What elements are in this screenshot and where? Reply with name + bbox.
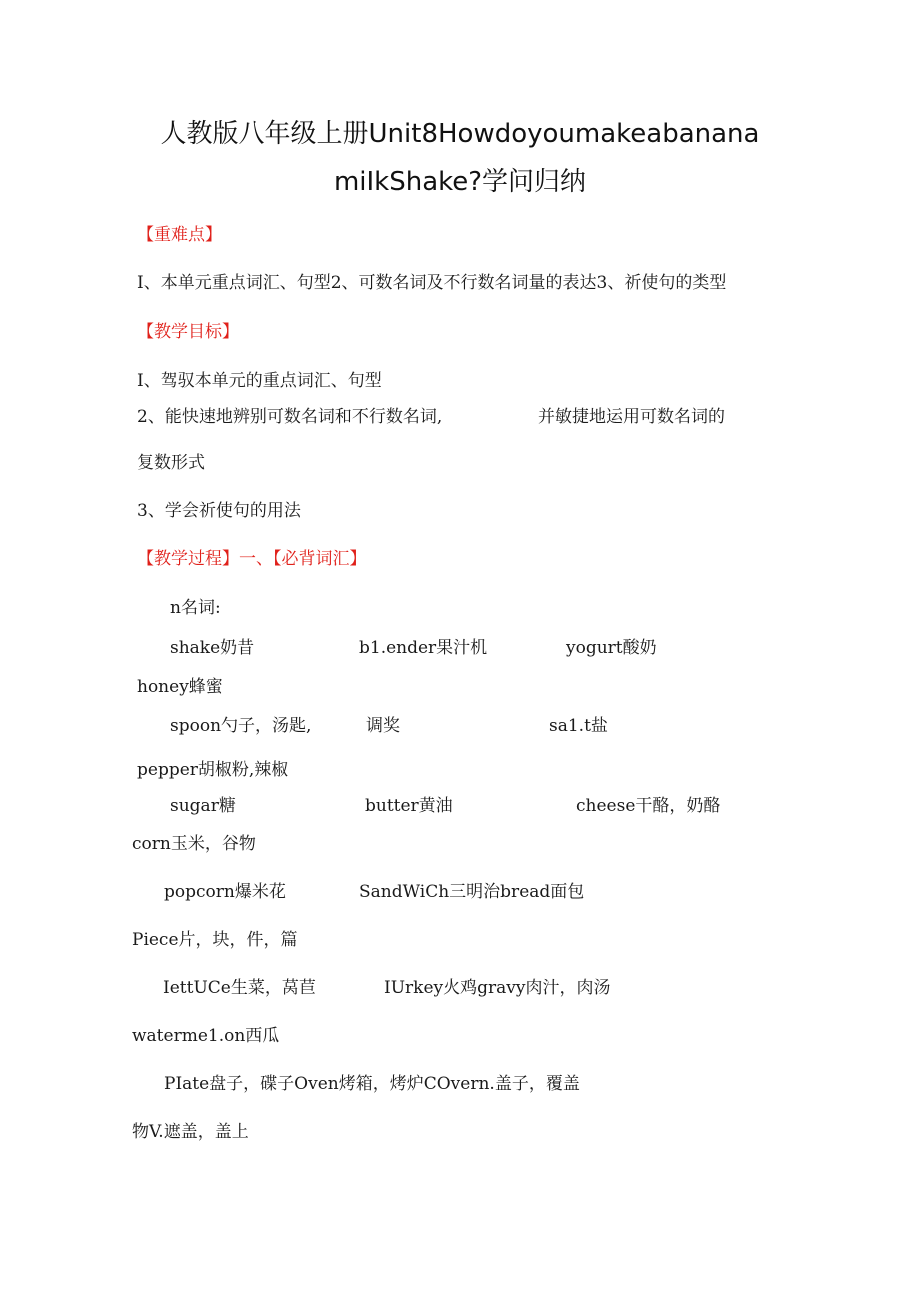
vocab-turkey-gravy: IUrkey火鸡gravy肉汁，肉汤 (384, 978, 611, 998)
vocab-honey: honey蜂蜜 (137, 677, 223, 697)
teaching-goals-heading: 【教学目标】 (137, 322, 239, 342)
goal-1: I、驾驭本单元的重点词汇、句型 (137, 371, 382, 391)
vocab-sugar: sugar糖 (170, 796, 236, 816)
vocab-watermelon: waterme1.on西瓜 (132, 1026, 280, 1046)
vocab-yogurt: yogurt酸奶 (566, 638, 657, 658)
vocab-seasoning: 调奖 (366, 716, 400, 736)
vocab-corn: corn玉米，谷物 (132, 834, 256, 854)
vocab-spoon: spoon勺子，汤匙, (170, 716, 312, 736)
document-title-line-1: 人教版八年级上册Unit8Howdoyoumakeabanana (160, 119, 760, 149)
vocab-popcorn: popcorn爆米花 (164, 882, 286, 902)
goal-2-part-c: 复数形式 (137, 453, 205, 473)
noun-label: n名词: (170, 598, 221, 618)
vocab-cover-verb: 物V.遮盖，盖上 (132, 1122, 249, 1142)
key-points-text: I、本单元重点词汇、句型2、可数名词及不行数名词量的表达3、祈使句的类型 (137, 273, 727, 293)
key-points-heading: 【重难点】 (137, 225, 222, 245)
vocab-sandwich-bread: SandWiCh三明治bread面包 (359, 882, 585, 902)
vocab-pepper: pepper胡椒粉,辣椒 (137, 760, 289, 780)
vocab-salt: sa1.t盐 (549, 716, 608, 736)
goal-2-part-a: 2、能快速地辨别可数名词和不行数名词, (137, 407, 443, 427)
teaching-process-heading: 【教学过程】一、【必背词汇】 (137, 549, 367, 569)
goal-2-part-b: 并敏捷地运用可数名词的 (538, 407, 725, 427)
document-title-line-2: miIkShake?学问归纳 (333, 167, 587, 197)
vocab-shake: shake奶昔 (170, 638, 255, 658)
vocab-piece: Piece片，块，件，篇 (132, 930, 298, 950)
vocab-blender: b1.ender果汁机 (359, 638, 488, 658)
vocab-plate-oven-cover: PIate盘子，碟子Oven烤箱，烤炉COvern.盖子，覆盖 (164, 1074, 580, 1094)
vocab-cheese: cheese干酪，奶酪 (576, 796, 721, 816)
goal-3: 3、学会祈使句的用法 (137, 501, 301, 521)
vocab-lettuce: IettUCe生菜，莴苣 (163, 978, 316, 998)
vocab-butter: butter黄油 (365, 796, 453, 816)
